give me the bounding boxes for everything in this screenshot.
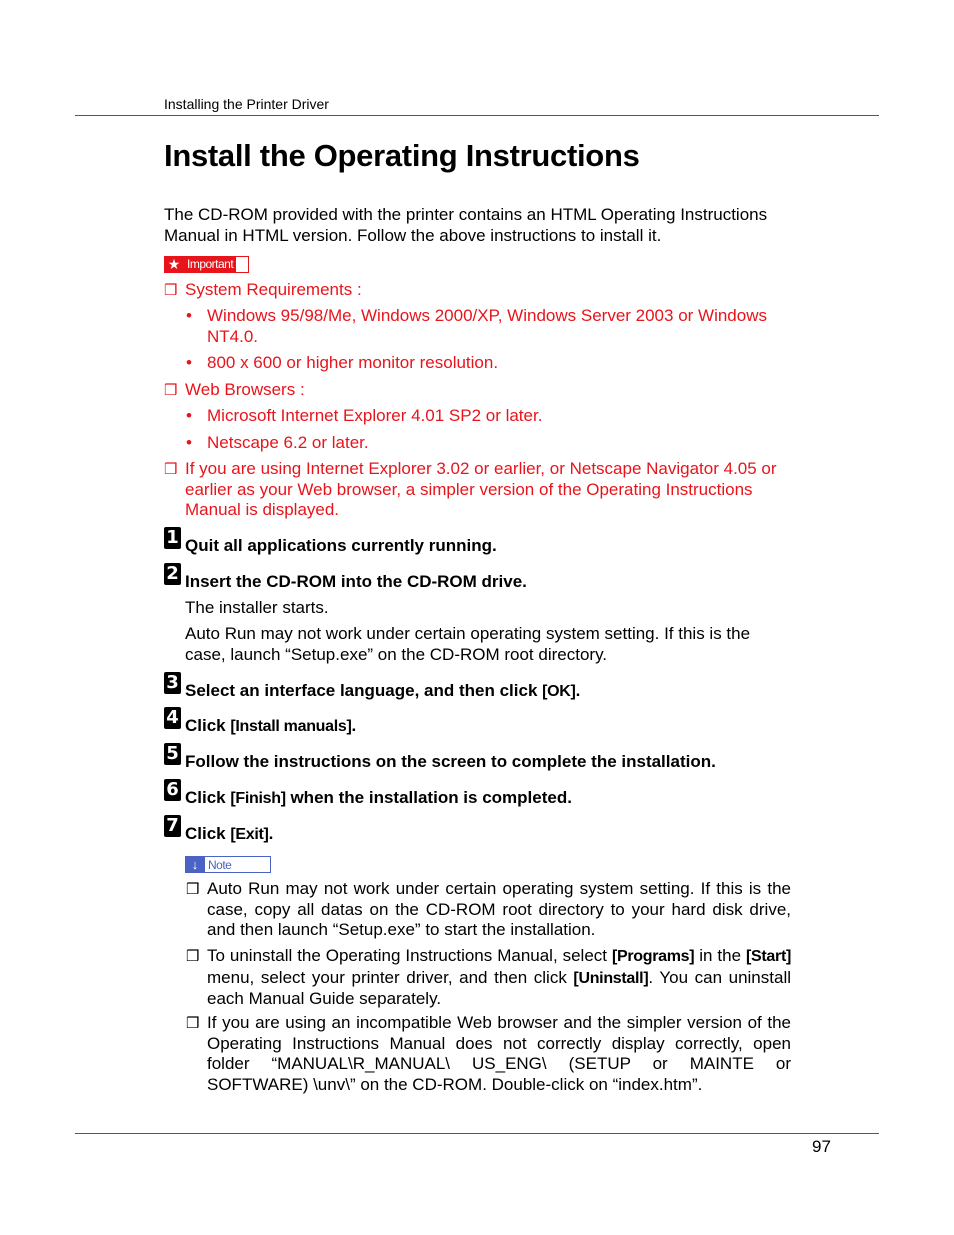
- step-number: 6: [164, 779, 181, 801]
- page-title: Install the Operating Instructions: [164, 138, 640, 173]
- step-2-body-1: The installer starts.: [185, 598, 329, 617]
- bullet-icon: •: [186, 306, 192, 325]
- important-subitem: Microsoft Internet Explorer 4.01 SP2 or later.: [207, 406, 543, 425]
- checkbox-icon: ❒: [164, 382, 178, 399]
- page-number: 97: [812, 1137, 831, 1156]
- note-label: Note: [208, 857, 232, 872]
- checkbox-icon: ❒: [164, 282, 178, 299]
- step-number: 5: [164, 743, 181, 765]
- important-subitem: Windows 95/98/Me, Windows 2000/XP, Windows Server 2003 or Windows NT4.0.: [207, 306, 767, 346]
- arrow-down-icon: ↓: [185, 856, 205, 873]
- step-text: Select an interface language, and then click: [185, 681, 543, 700]
- important-item-3: If you are using Internet Explorer 3.02 or earlier, or Netscape Navigator 4.05 or earlier as your Web browser, a simpler version of the Operating Instructions Manual is displayed.: [185, 459, 777, 519]
- header-rule: [75, 115, 879, 116]
- step-number: 4: [164, 707, 181, 729]
- step-4: 4 Click [Install manuals].: [164, 716, 356, 737]
- checkbox-icon: ❒: [186, 1015, 200, 1032]
- finish-key-label: [Finish]: [230, 790, 286, 807]
- step-number: 7: [164, 815, 181, 837]
- footer-rule: [75, 1133, 879, 1134]
- step-text: Click: [185, 716, 231, 735]
- bullet-icon: •: [186, 433, 192, 452]
- step-3: 3 Select an interface language, and then click [OK].: [164, 681, 580, 702]
- step-7: 7 Click [Exit].: [164, 824, 273, 845]
- install-manuals-key-label: [Install manuals]: [230, 718, 352, 735]
- step-text: Click: [185, 824, 231, 843]
- important-subitem: Netscape 6.2 or later.: [207, 433, 369, 452]
- step-text: Follow the instructions on the screen to complete the installation.: [185, 752, 716, 771]
- important-badge: [164, 256, 249, 273]
- bullet-icon: •: [186, 406, 192, 425]
- running-header: Installing the Printer Driver: [164, 96, 329, 112]
- step-1: [164, 527, 497, 556]
- uninstall-key-label: [Uninstall]: [573, 969, 649, 987]
- important-item-1: System Requirements :: [185, 280, 362, 299]
- bullet-icon: •: [186, 353, 192, 372]
- note-item-1: Auto Run may not work under certain operating system setting. If this is the case, copy all datas on the CD-ROM root directory to your hard disk drive, and then launch “Setup.exe” to start the installation.: [207, 879, 791, 939]
- checkbox-icon: ❒: [186, 948, 200, 965]
- important-item-2: Web Browsers :: [185, 380, 305, 399]
- important-label: Important: [184, 257, 236, 272]
- note-item-2: To uninstall the Operating Instructions Manual, select [Programs] in the [Start] menu, select your printer driver, and then click [Uninstall]. You can uninstall each Manual Guide separately.: [207, 946, 791, 1008]
- step-5: [164, 743, 716, 772]
- step-number: 2: [164, 563, 181, 585]
- step-number: 3: [164, 672, 181, 694]
- programs-key-label: [Programs]: [611, 948, 695, 965]
- start-key-label: [Start]: [745, 948, 791, 965]
- step-text: Insert the CD-ROM into the CD-ROM drive.: [185, 572, 527, 591]
- ok-key-label: [OK]: [542, 683, 576, 700]
- exit-key-label: [Exit]: [230, 826, 269, 843]
- important-subitem: 800 x 600 or higher monitor resolution.: [207, 353, 499, 372]
- step-text: Quit all applications currently running.: [185, 536, 497, 555]
- note-badge: [185, 856, 271, 873]
- checkbox-icon: ❒: [186, 881, 200, 898]
- checkbox-icon: ❒: [164, 461, 178, 478]
- step-2: [164, 563, 527, 592]
- star-icon: ★: [164, 256, 184, 273]
- note-item-3: If you are using an incompatible Web browser and the simpler version of the Operating Instructions Manual does not correctly display correctly, open folder “MANUAL\R_MANUAL\ US_ENG\ (SETUP or MAINTE or SOFTWARE) \unv\” on the CD-ROM. Double-click on “index.htm”.: [207, 1013, 791, 1094]
- intro-paragraph: The CD-ROM provided with the printer contains an HTML Operating Instructions Manual in HTML version. Follow the above instructions to install it.: [164, 205, 768, 245]
- step-number: 1: [164, 527, 181, 549]
- step-6: 6 Click [Finish] when the installation is completed.: [164, 788, 572, 809]
- step-2-body-2: Auto Run may not work under certain operating system setting. If this is the case, launch “Setup.exe” on the CD-ROM root directory.: [185, 624, 751, 664]
- step-text: Click: [185, 788, 231, 807]
